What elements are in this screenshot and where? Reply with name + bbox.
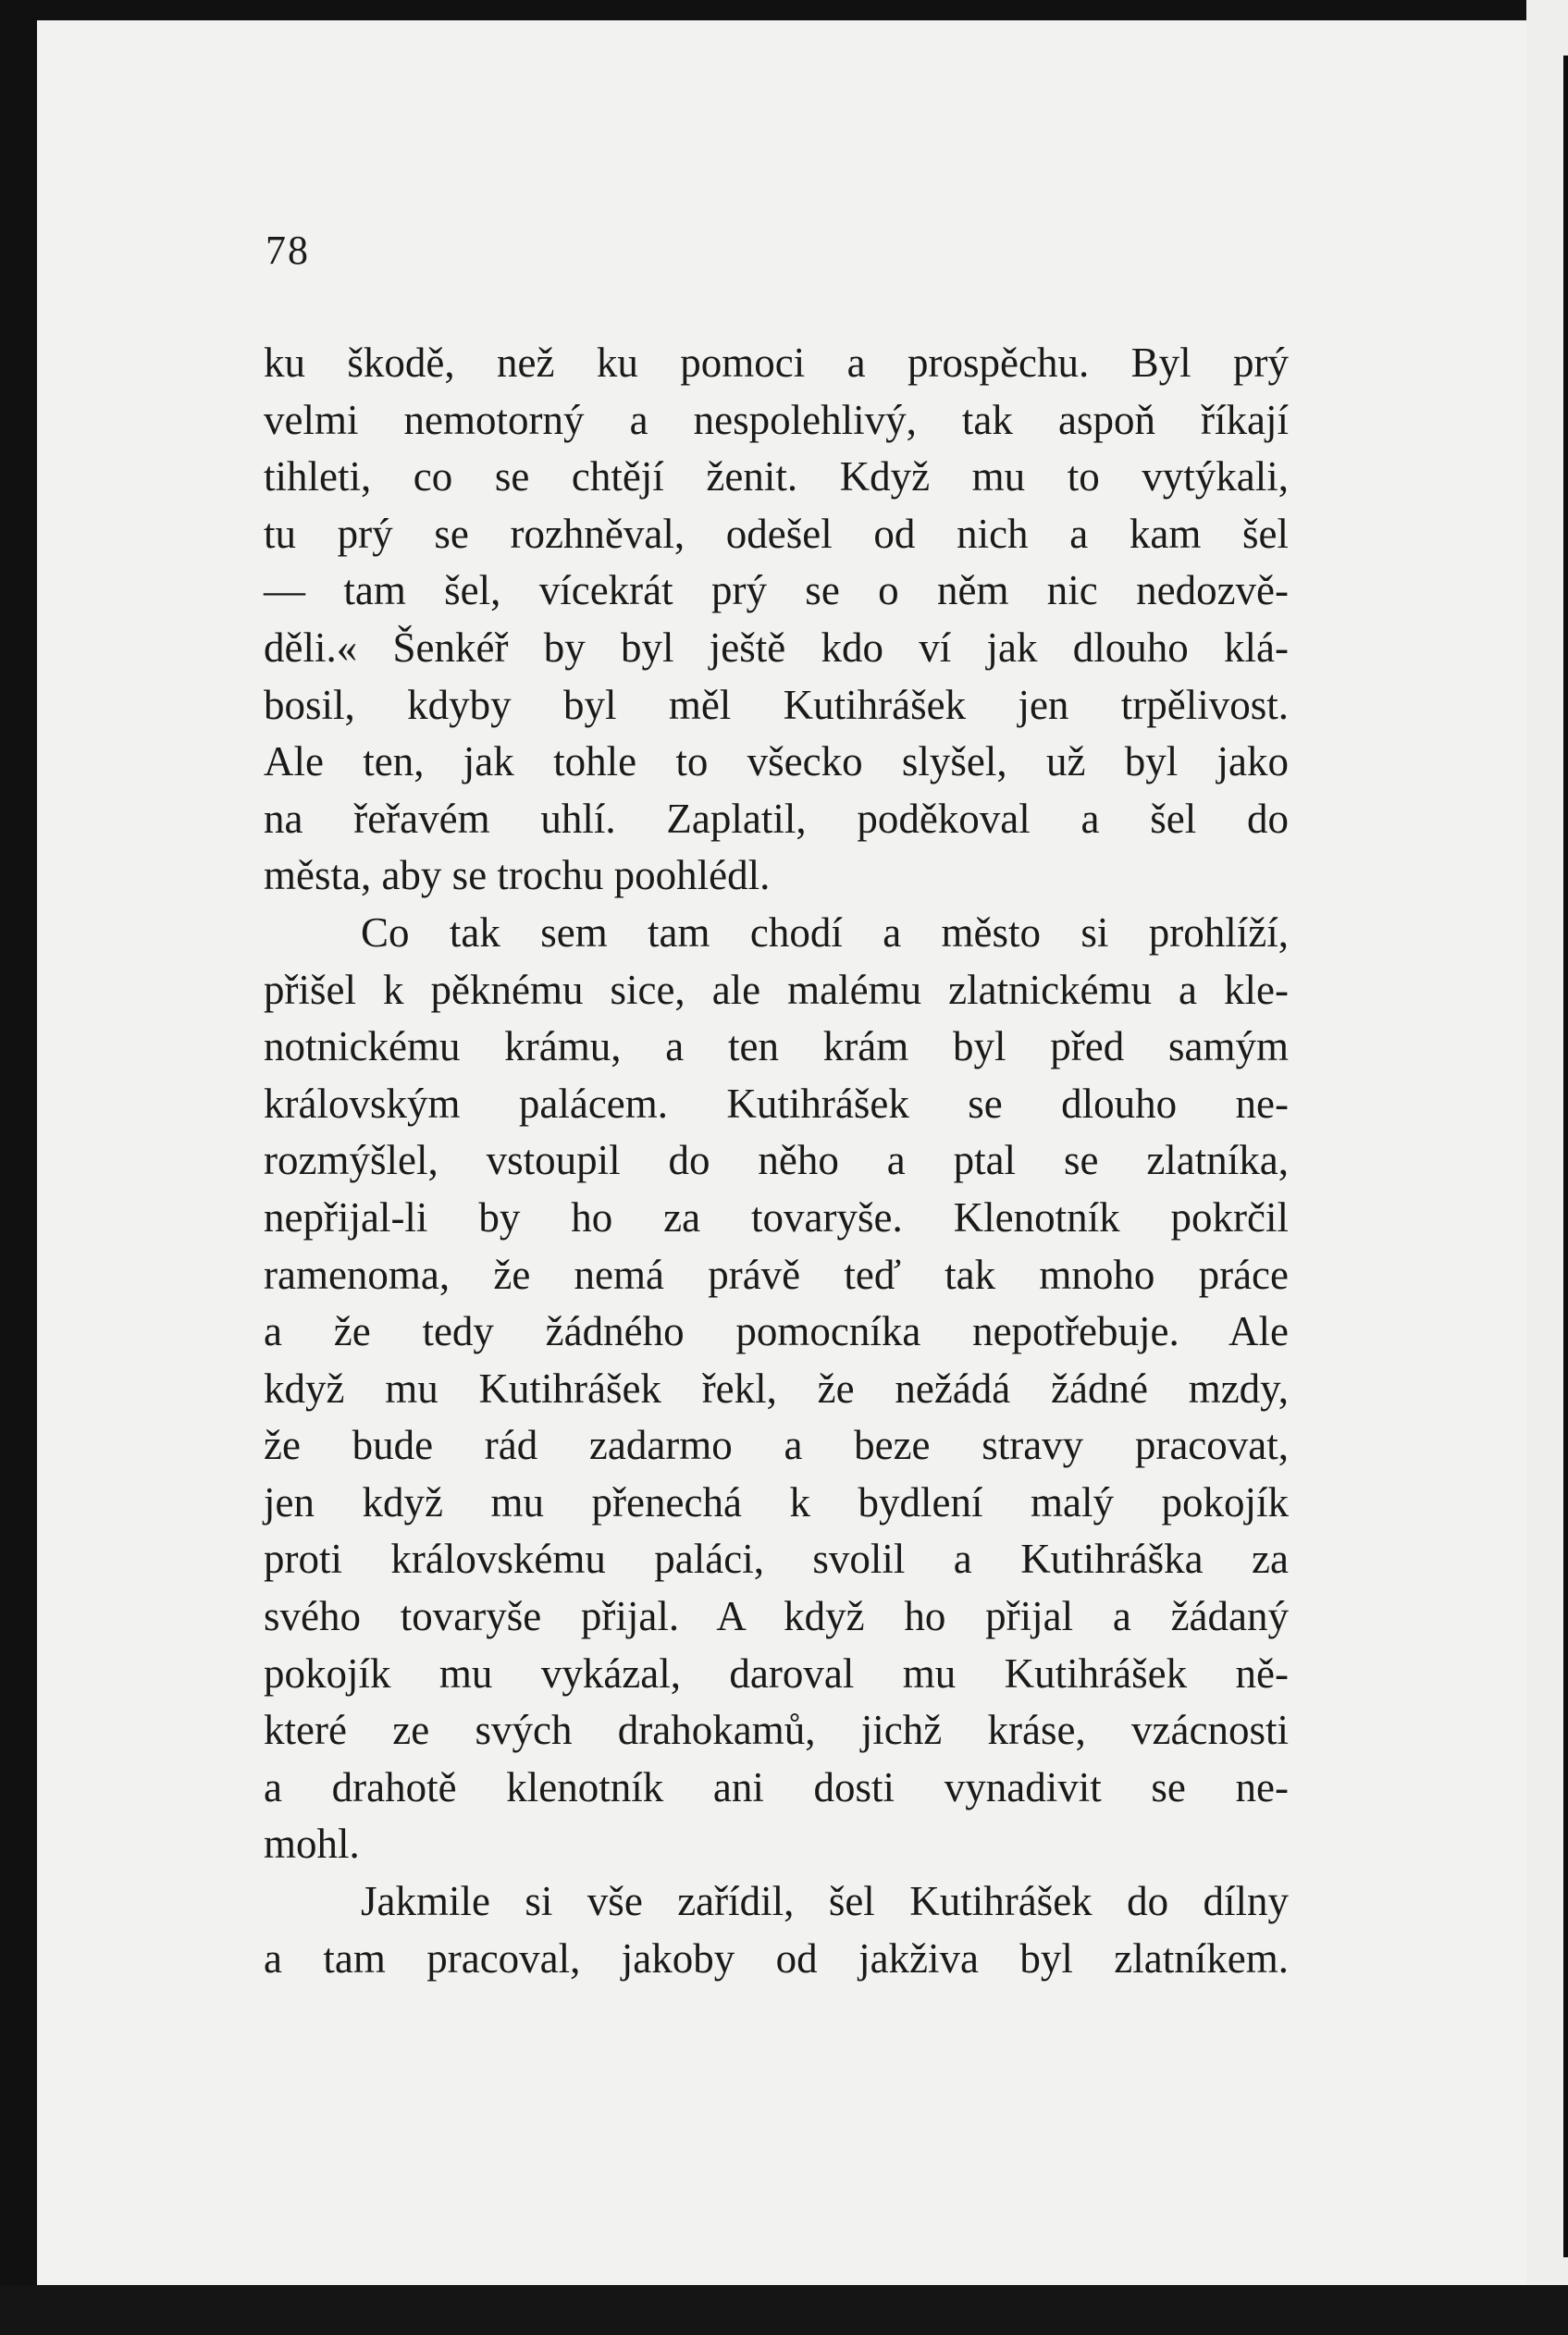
text-line: že bude rád zadarmo a beze stravy pracovat, [264,1422,1289,1469]
text-line: tihleti, co se chtějí ženit. Když mu to vytýkali, [264,453,1289,500]
page-number: 78 [265,228,310,273]
text-line: které ze svých drahokamů, jichž kráse, vzácnosti [264,1707,1289,1754]
text-line: rozmýšlel, vstoupil do něho a ptal se zlatníka, [264,1137,1289,1184]
text-line: proti královskému paláci, svolil a Kutihráška za [264,1536,1289,1583]
text-line: a tam pracoval, jakoby od jakživa byl zlatníkem. [264,1934,1289,1982]
text-line: pokojík mu vykázal, daroval mu Kutihrášek ně- [264,1649,1289,1697]
text-line: jen když mu přenechá k bydlení malý pokojík [264,1478,1289,1526]
paragraph [264,905,1289,1873]
text-line: děli.« Šenkéř by byl ještě kdo ví jak dlouho klá- [264,624,1289,671]
text-line: na řeřavém uhlí. Zaplatil, poděkoval a šel do [264,795,1289,842]
text-line: velmi nemotorný a nespolehlivý, tak aspoň říkají [264,396,1289,443]
text-line: ku škodě, než ku pomoci a prospěchu. Byl prý [264,340,1289,386]
text-line: přišel k pěknému sice, ale malému zlatnickému a kle- [264,966,1289,1013]
text-line: notnickému krámu, a ten krám byl před samým [264,1023,1289,1070]
text-line: ramenoma, že nemá právě teď tak mnoho práce [264,1251,1289,1298]
scan-edge-line [1563,56,1568,2257]
text-line: a že tedy žádného pomocníka nepotřebuje. Ale [264,1308,1289,1355]
scan-right-margin [1526,0,1568,2335]
body-text [264,335,1289,1987]
text-line: bosil, kdyby byl měl Kutihrášek jen trpělivost. [264,681,1289,728]
text-line: nepřijal-li by ho za tovaryše. Klenotník pokrčil [264,1193,1289,1241]
paragraph [264,1873,1289,1987]
text-line: tu prý se rozhněval, odešel od nich a kam šel [264,510,1289,557]
text-line: a drahotě klenotník ani dosti vynadivit se ne- [264,1763,1289,1810]
text-line: královským palácem. Kutihrášek se dlouho ne- [264,1080,1289,1127]
text-line: — tam šel, vícekrát prý se o něm nic nedozvě- [264,567,1289,614]
text-line: mohl. [264,1821,360,1868]
text-line: Co tak sem tam chodí a město si prohlíží, [361,908,1289,956]
text-line: když mu Kutihrášek řekl, že nežádá žádné mzdy, [264,1365,1289,1412]
scan-bottom-edge [0,2285,1568,2335]
text-line: města, aby se trochu poohlédl. [264,852,771,899]
text-line: svého tovaryše přijal. A když ho přijal a žádaný [264,1593,1289,1640]
text-line: Ale ten, jak tohle to všecko slyšel, už byl jako [264,738,1289,785]
paragraph [264,335,1289,905]
text-line: Jakmile si vše zařídil, šel Kutihrášek do dílny [361,1878,1289,1925]
